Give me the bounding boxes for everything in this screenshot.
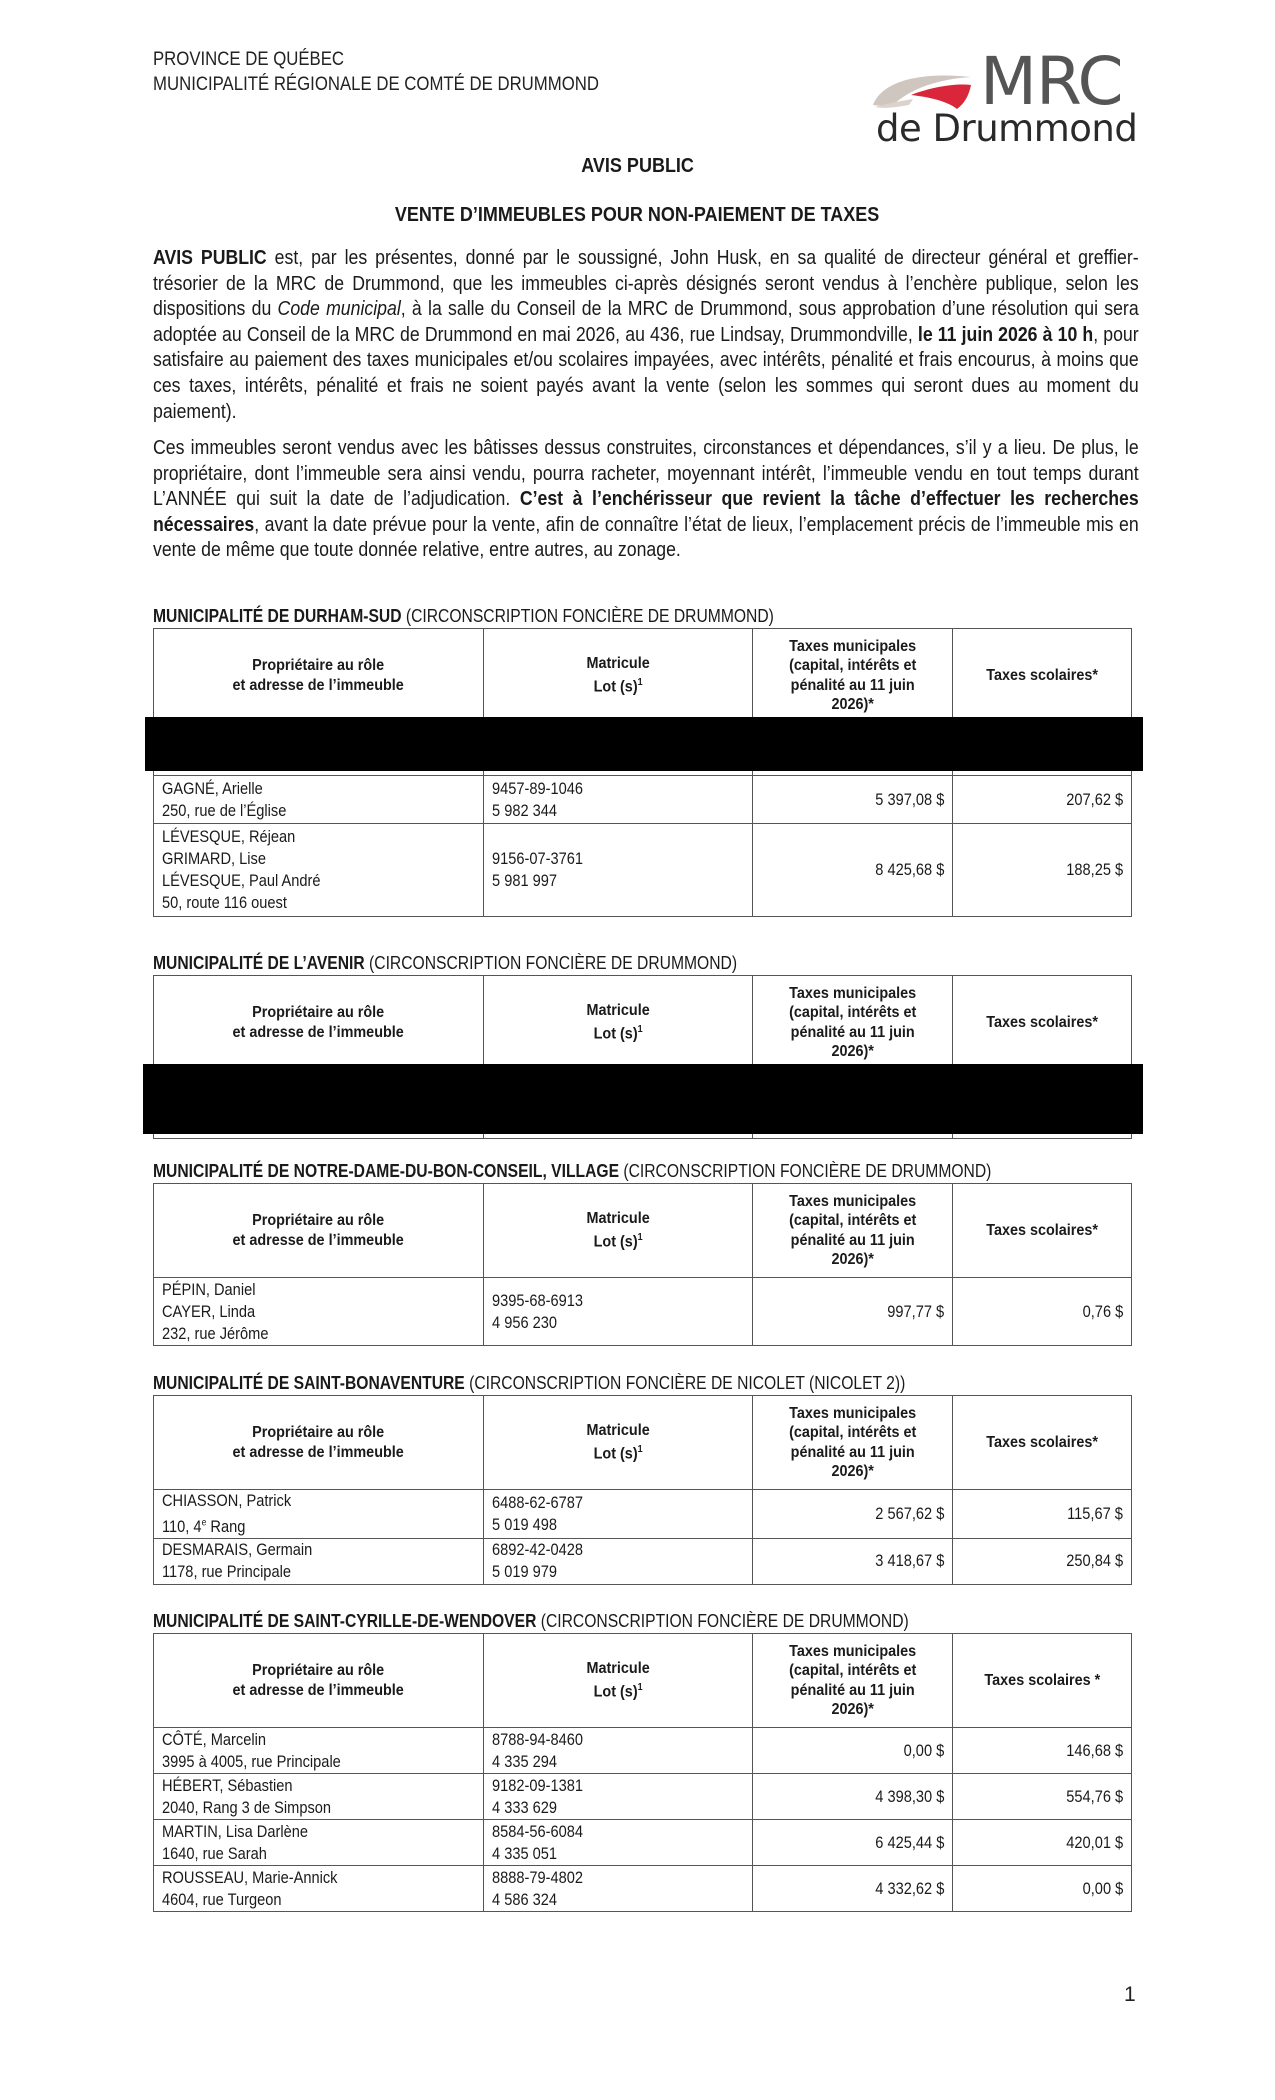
table-header-row (154, 629, 1132, 723)
lot-value: 5 019 498 (491, 1514, 557, 1534)
municipality-name: MUNICIPALITÉ DE DURHAM-SUD (153, 606, 402, 626)
table-row (154, 776, 1132, 824)
land-registry-division: (CIRCONSCRIPTION FONCIÈRE DE DRUMMOND) (401, 606, 774, 626)
table-row (154, 1278, 1132, 1346)
notice-subtitle: VENTE D’IMMEUBLES POUR NON-PAIEMENT DE TAXES (395, 204, 880, 226)
matricule-value: 9457-89-1046 (491, 778, 583, 798)
school-taxes-cell: 0,76 $ (953, 1278, 1132, 1346)
header-matricule: Matricule Lot $(s)^1$ (483, 976, 753, 1070)
owner-cell (154, 1774, 484, 1820)
owner-line: CHIASSON, Patrick (162, 1491, 292, 1510)
owner-line: DESMARAIS, Germain (162, 1540, 313, 1560)
lot-value: 4 586 324 (491, 1889, 557, 1909)
owner-cell (154, 1490, 484, 1539)
municipal-taxes-cell: 5 397,08 $ (753, 776, 953, 824)
header-owner: Propriétaire au rôle et adresse de l’immeuble (154, 1634, 484, 1728)
municipality-name: MUNICIPALITÉ DE SAINT-CYRILLE-DE-WENDOVER (153, 1611, 537, 1631)
matricule-cell (483, 1728, 753, 1774)
school-taxes-cell: 250,84 $ (953, 1538, 1132, 1584)
header-municipal-taxes: Taxes municipales (capital, intérêts et pénalité au 11 juin 2026)* (753, 629, 953, 723)
owner-line: 50, route 116 ouest (162, 893, 287, 912)
matricule-cell (483, 1866, 753, 1912)
municipal-taxes-cell: 4 398,30 $ (753, 1774, 953, 1820)
school-taxes-cell: 207,62 $ (953, 776, 1132, 824)
owner-cell (154, 824, 484, 917)
document-header (153, 47, 599, 97)
municipal-taxes-cell: 3 418,67 $ (753, 1538, 953, 1584)
header-school-taxes: Taxes scolaires* (953, 629, 1132, 723)
table-row (154, 1728, 1132, 1774)
municipality-section-title (153, 1160, 991, 1182)
logo-text-main: MRC (980, 43, 1123, 120)
school-taxes-cell: 146,68 $ (953, 1728, 1132, 1774)
owner-line: 250, rue de l’Église (162, 800, 287, 820)
land-registry-division: (CIRCONSCRIPTION FONCIÈRE DE DRUMMOND) (536, 1611, 909, 1631)
municipal-taxes-cell: 0,00 $ (753, 1728, 953, 1774)
header-matricule: Matricule Lot $(s)^1$ (483, 629, 753, 723)
table-row (154, 1774, 1132, 1820)
logo-text-sub: de Drummond (876, 107, 1138, 150)
owner-line: MARTIN, Lisa Darlène (162, 1821, 308, 1841)
header-school-taxes: Taxes scolaires* (953, 1396, 1132, 1490)
municipality-label: MUNICIPALITÉ RÉGIONALE DE COMTÉ DE DRUMMOND (153, 73, 600, 95)
header-municipal-taxes: Taxes municipales (capital, intérêts et pénalité au 11 juin 2026)* (753, 976, 953, 1070)
owner-line: PÉPIN, Daniel (162, 1279, 256, 1299)
municipal-taxes-cell: 6 425,44 $ (753, 1820, 953, 1866)
tax-sale-table (153, 628, 1132, 917)
school-taxes-cell: 0,00 $ (953, 1866, 1132, 1912)
matricule-value: 8584-56-6084 (491, 1821, 583, 1841)
owner-line: 4604, rue Turgeon (162, 1889, 282, 1909)
owner-cell (154, 1728, 484, 1774)
owner-cell (154, 776, 484, 824)
table-header-row (154, 976, 1132, 1070)
matricule-cell (483, 1278, 753, 1346)
logo-swoosh-red (911, 84, 971, 109)
owner-line: LÉVESQUE, Paul André (162, 871, 321, 890)
mrc-logo (868, 43, 1148, 150)
school-taxes-cell: 115,67 $ (953, 1490, 1132, 1539)
header-school-taxes: Taxes scolaires* (953, 1184, 1132, 1278)
owner-line: 3995 à 4005, rue Principale (162, 1751, 341, 1771)
owner-cell (154, 1866, 484, 1912)
matricule-value: 9182-09-1381 (491, 1775, 583, 1795)
owner-line: 110, 4e Rang (162, 1516, 246, 1536)
school-taxes-cell: 554,76 $ (953, 1774, 1132, 1820)
header-municipal-taxes: Taxes municipales (capital, intérêts et pénalité au 11 juin 2026)* (753, 1634, 953, 1728)
owner-cell (154, 1820, 484, 1866)
header-matricule: Matricule Lot $(s)^1$ (483, 1634, 753, 1728)
redaction-bar (145, 717, 1143, 771)
owner-line: 1178, rue Principale (162, 1562, 291, 1582)
header-owner: Propriétaire au rôle et adresse de l’immeuble (154, 1396, 484, 1490)
municipality-name: MUNICIPALITÉ DE SAINT-BONAVENTURE (153, 1373, 465, 1393)
municipality-section-title (153, 1610, 909, 1632)
tax-sale-table (153, 1395, 1132, 1585)
municipality-name: MUNICIPALITÉ DE L’AVENIR (153, 953, 365, 973)
tax-sale-table (153, 1183, 1132, 1346)
school-taxes-cell: 420,01 $ (953, 1820, 1132, 1866)
table-row (154, 1490, 1132, 1539)
table-row (154, 1866, 1132, 1912)
owner-line: ROUSSEAU, Marie-Annick (162, 1867, 338, 1887)
matricule-cell (483, 776, 753, 824)
lot-value: 5 982 344 (491, 800, 557, 820)
owner-line: HÉBERT, Sébastien (162, 1775, 293, 1795)
table-header-row (154, 1396, 1132, 1490)
matricule-value: 8788-94-8460 (491, 1729, 583, 1749)
matricule-value: 6892-42-0428 (491, 1540, 583, 1560)
intro-paragraph: AVIS PUBLIC est, par les présentes, donné par le soussigné, John Husk, en sa qualité de directeur général et greffier-trésorier de la MRC de Drummond, que les immeubles ci-après désignés seront vendus à l’enchère publique, selon les dispositions du Code municipal, à la salle du Conseil de la MRC de Drummond, sous approbation d’une résolution qui sera adoptée au Conseil de la MRC de Drummond en mai 2026, au 436, rue Lindsay, Drummondville, le 11 juin 2026 à 10 h, pour satisfaire au paiement des taxes municipales et/ou scolaires impayées, avec intérêts, pénalité et frais encourus, à moins que ces taxes, intérêts, pénalité et frais ne soient payés avant la vente (selon les sommes qui seront dues au moment du paiement). (153, 247, 1139, 423)
municipality-section-title (153, 1372, 905, 1394)
matricule-cell (483, 1820, 753, 1866)
matricule-cell (483, 1774, 753, 1820)
notice-title: AVIS PUBLIC (581, 155, 694, 177)
municipal-taxes-cell: 8 425,68 $ (753, 824, 953, 917)
header-owner: Propriétaire au rôle et adresse de l’immeuble (154, 629, 484, 723)
municipality-section-title (153, 605, 774, 627)
owner-line: 2040, Rang 3 de Simpson (162, 1797, 332, 1817)
owner-line: 1640, rue Sarah (162, 1843, 267, 1863)
table-header-row (154, 1634, 1132, 1728)
lot-value: 4 335 051 (491, 1843, 557, 1863)
matricule-value: 9395-68-6913 (491, 1290, 583, 1310)
lot-value: 4 335 294 (491, 1751, 557, 1771)
owner-line: 232, rue Jérôme (162, 1323, 269, 1343)
owner-line: GAGNÉ, Arielle (162, 778, 263, 798)
matricule-cell (483, 1538, 753, 1584)
matricule-value: 6488-62-6787 (491, 1492, 583, 1512)
owner-cell (154, 1538, 484, 1584)
header-matricule: Matricule Lot $(s)^1$ (483, 1184, 753, 1278)
province-label: PROVINCE DE QUÉBEC (153, 48, 345, 70)
matricule-cell (483, 824, 753, 917)
header-owner: Propriétaire au rôle et adresse de l’immeuble (154, 1184, 484, 1278)
municipality-section-title (153, 952, 737, 974)
municipality-name: MUNICIPALITÉ DE NOTRE-DAME-DU-BON-CONSEIL, VILLAGE (153, 1161, 620, 1181)
owner-line: CAYER, Linda (162, 1301, 256, 1321)
municipal-taxes-cell: 997,77 $ (753, 1278, 953, 1346)
table-row (154, 1538, 1132, 1584)
page-number: 1 (1124, 1983, 1136, 2006)
redaction-bar (143, 1064, 1143, 1134)
school-taxes-cell: 188,25 $ (953, 824, 1132, 917)
header-municipal-taxes: Taxes municipales (capital, intérêts et pénalité au 11 juin 2026)* (753, 1184, 953, 1278)
owner-line: LÉVESQUE, Réjean (162, 827, 296, 846)
lot-value: 4 333 629 (491, 1797, 557, 1817)
header-school-taxes: Taxes scolaires * (953, 1634, 1132, 1728)
table-header-row (154, 1184, 1132, 1278)
header-matricule: Matricule Lot $(s)^1$ (483, 1396, 753, 1490)
conditions-paragraph: Ces immeubles seront vendus avec les bâtisses dessus construites, circonstances et dépendances, s’il y a lieu. De plus, le propriétaire, dont l’immeuble sera ainsi vendu, pourra racheter, moyennant intérêt, l’immeuble vendu en tout temps durant L’ANNÉE qui suit la date de l’adjudication. C’est à l’enchérisseur que revient la tâche d’effectuer les recherches nécessaires, avant la date prévue pour la vente, afin de connaître l’état de lieux, l’emplacement précis de l’immeuble mis en vente de même que toute donnée relative, entre autres, au zonage. (153, 437, 1139, 562)
matricule-cell (483, 1490, 753, 1539)
lot-value: 5 981 997 (491, 871, 557, 890)
table-row (154, 824, 1132, 917)
header-owner: Propriétaire au rôle et adresse de l’immeuble (154, 976, 484, 1070)
tax-sale-table (153, 1633, 1132, 1912)
land-registry-division: (CIRCONSCRIPTION FONCIÈRE DE DRUMMOND) (364, 953, 738, 973)
land-registry-division: (CIRCONSCRIPTION FONCIÈRE DE DRUMMOND) (619, 1161, 992, 1181)
table-row (154, 1820, 1132, 1866)
matricule-value: 8888-79-4802 (491, 1867, 583, 1887)
land-registry-division: (CIRCONSCRIPTION FONCIÈRE DE NICOLET (NICOLET 2)) (464, 1373, 906, 1393)
lot-value: 5 019 979 (491, 1562, 557, 1582)
lot-value: 4 956 230 (491, 1312, 557, 1332)
owner-line: GRIMARD, Lise (162, 849, 266, 868)
owner-cell (154, 1278, 484, 1346)
header-school-taxes: Taxes scolaires* (953, 976, 1132, 1070)
municipal-taxes-cell: 2 567,62 $ (753, 1490, 953, 1539)
header-municipal-taxes: Taxes municipales (capital, intérêts et pénalité au 11 juin 2026)* (753, 1396, 953, 1490)
matricule-value: 9156-07-3761 (491, 849, 583, 868)
owner-line: CÔTÉ, Marcelin (162, 1729, 266, 1749)
municipal-taxes-cell: 4 332,62 $ (753, 1866, 953, 1912)
